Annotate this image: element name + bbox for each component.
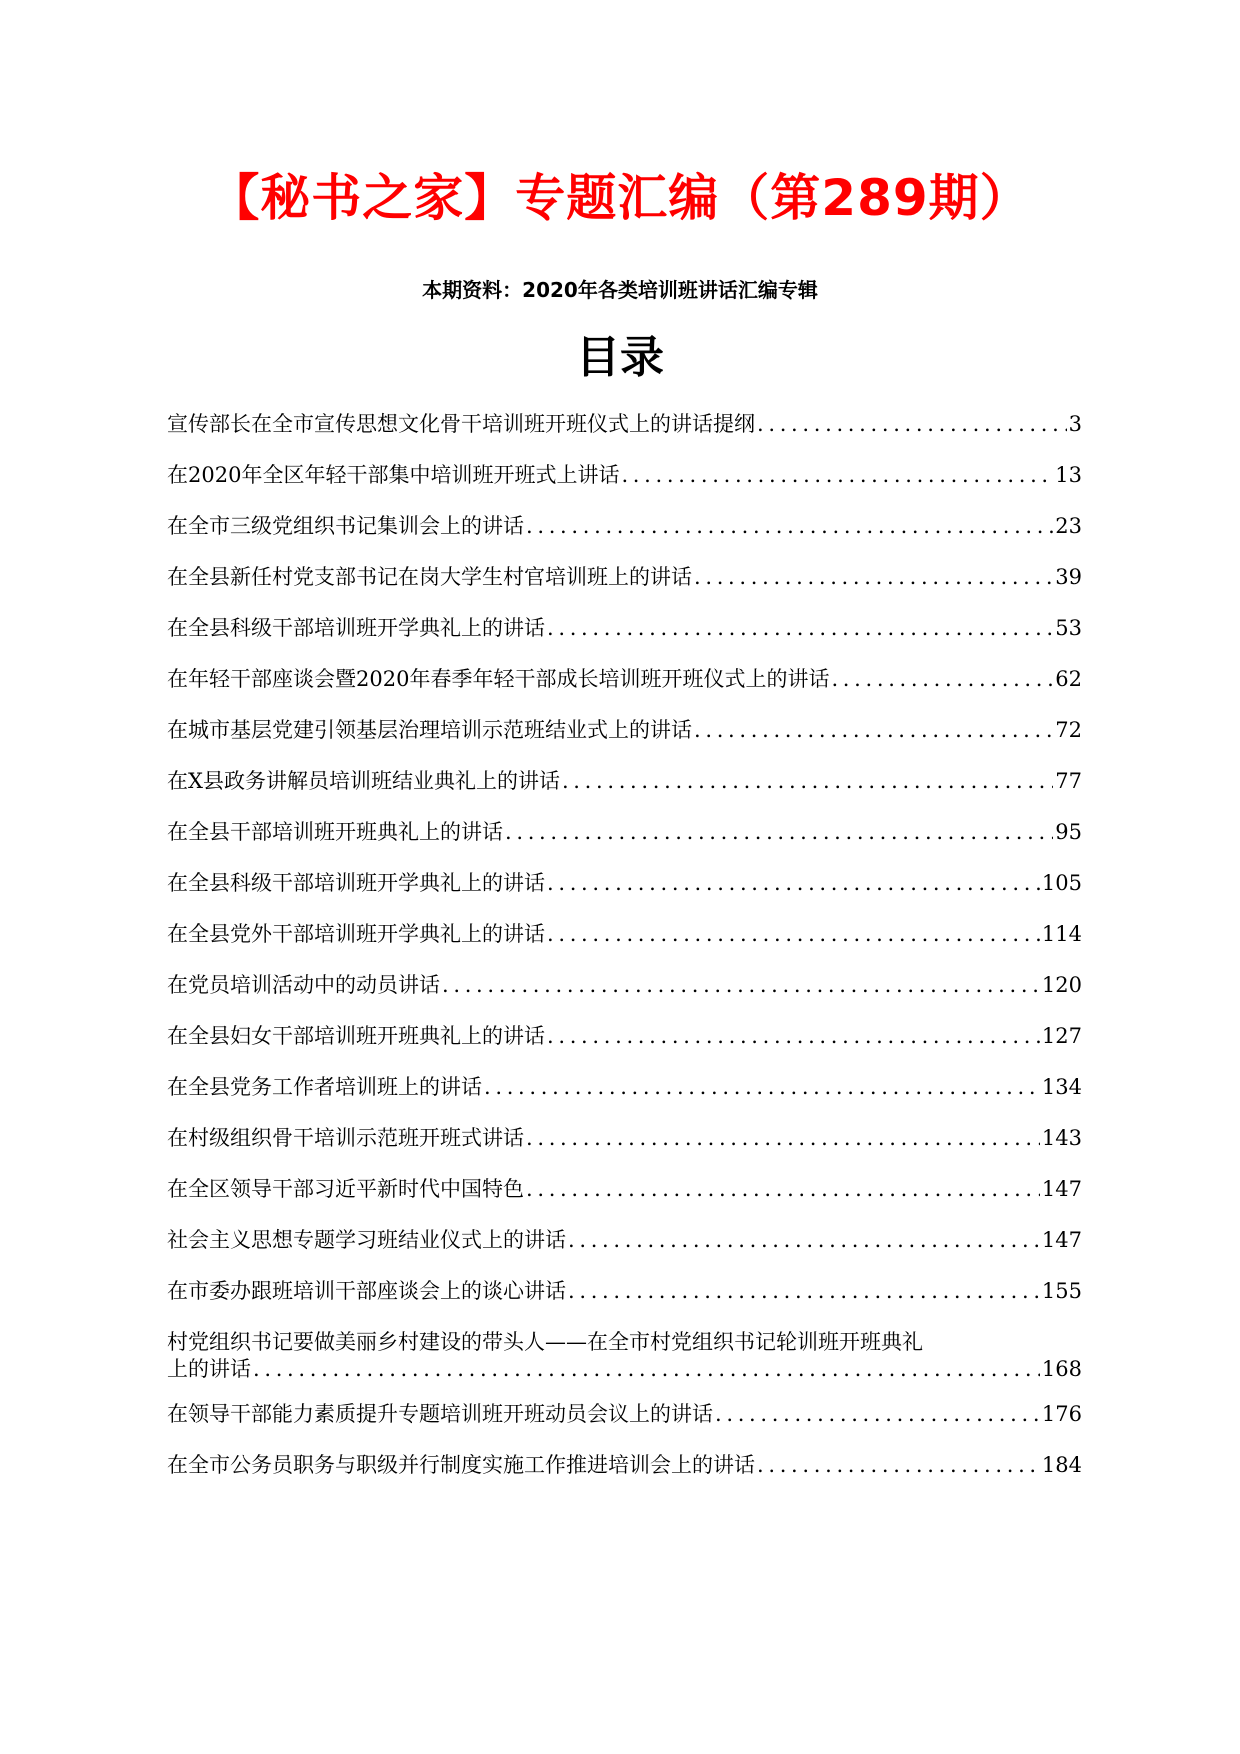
toc-entry[interactable] <box>167 1401 1082 1428</box>
toc-entry[interactable] <box>167 1074 1082 1101</box>
document-subtitle: 本期资料：2020年各类培训班讲话汇编专辑 <box>422 278 818 302</box>
toc-entry-page: 120 <box>1041 973 1082 997</box>
toc-entry-title: 宣传部长在全市宣传思想文化骨干培训班开班仪式上的讲话提纲 <box>167 412 755 436</box>
toc-leader-dots <box>562 768 1053 795</box>
toc-entry-page: 155 <box>1041 1279 1082 1303</box>
toc-entry-title: 在全县党外干部培训班开学典礼上的讲话 <box>167 922 545 946</box>
toc-entry-title-line1: 村党组织书记要做美丽乡村建设的带头人——在全市村党组织书记轮训班开班典礼 <box>167 1330 923 1354</box>
toc-entry-title: 在全县党务工作者培训班上的讲话 <box>167 1075 482 1099</box>
toc-entry-page: 143 <box>1041 1126 1082 1150</box>
toc-entry[interactable] <box>167 819 1082 846</box>
toc-entry[interactable] <box>167 615 1082 642</box>
toc-entry-page: 62 <box>1055 667 1082 691</box>
toc-entry-line2 <box>167 1356 1082 1383</box>
toc-entry-title: 在村级组织骨干培训示范班开班式讲话 <box>167 1126 524 1150</box>
toc-entry-wrapped[interactable] <box>167 1329 1082 1383</box>
toc-entry-title: 社会主义思想专题学习班结业仪式上的讲话 <box>167 1228 566 1252</box>
toc-entry-title: 在2020年全区年轻干部集中培训班开班式上讲话 <box>167 463 620 487</box>
toc-entry[interactable] <box>167 921 1082 948</box>
toc-entry-page: 3 <box>1068 412 1082 436</box>
toc-entry-title: 在全市三级党组织书记集训会上的讲话 <box>167 514 524 538</box>
toc-entry-title: 在城市基层党建引领基层治理培训示范班结业式上的讲话 <box>167 718 692 742</box>
toc-entry[interactable] <box>167 462 1082 489</box>
toc-entry[interactable] <box>167 513 1082 540</box>
toc-entry-page: 13 <box>1055 463 1082 487</box>
toc-leader-dots <box>526 1176 1040 1203</box>
toc-entry-page: 53 <box>1055 616 1082 640</box>
toc-entry[interactable] <box>167 1023 1082 1050</box>
toc-leader-dots <box>484 1074 1040 1101</box>
toc-leader-dots <box>442 972 1040 999</box>
toc-entry-page: 72 <box>1055 718 1082 742</box>
toc-entry-page: 77 <box>1055 769 1082 793</box>
toc-entry-title: 在全县新任村党支部书记在岗大学生村官培训班上的讲话 <box>167 565 692 589</box>
toc-leader-dots <box>253 1356 1040 1383</box>
toc-entry-title-line2: 上的讲话 <box>167 1357 251 1381</box>
toc-entry[interactable] <box>167 870 1082 897</box>
toc-entry-page: 39 <box>1055 565 1082 589</box>
toc-leader-dots <box>547 921 1040 948</box>
toc-entry[interactable] <box>167 1278 1082 1305</box>
toc-entry-title: 在全县科级干部培训班开学典礼上的讲话 <box>167 616 545 640</box>
toc-leader-dots <box>694 564 1053 591</box>
toc-entry[interactable] <box>167 1176 1082 1203</box>
toc-entry[interactable] <box>167 1452 1082 1479</box>
toc-entry-title: 在党员培训活动中的动员讲话 <box>167 973 440 997</box>
toc-entry-page: 105 <box>1041 871 1082 895</box>
toc-entry-page: 176 <box>1041 1402 1082 1426</box>
toc-entry[interactable] <box>167 1227 1082 1254</box>
toc-leader-dots <box>757 411 1067 438</box>
toc-entry[interactable] <box>167 666 1082 693</box>
toc-entry-page: 134 <box>1041 1075 1082 1099</box>
toc-leader-dots <box>505 819 1053 846</box>
toc-entry-page: 114 <box>1041 922 1082 946</box>
toc-leader-dots <box>568 1278 1040 1305</box>
toc-entry[interactable] <box>167 717 1082 744</box>
toc-leader-dots <box>715 1401 1040 1428</box>
toc-entry-title: 在全区领导干部习近平新时代中国特色 <box>167 1177 524 1201</box>
toc-leader-dots <box>694 717 1053 744</box>
toc-entry-page: 147 <box>1041 1177 1082 1201</box>
toc-leader-dots <box>831 666 1053 693</box>
toc-leader-dots <box>526 1125 1040 1152</box>
toc-heading: 目录 <box>576 332 664 383</box>
toc-entry-title: 在市委办跟班培训干部座谈会上的谈心讲话 <box>167 1279 566 1303</box>
toc-leader-dots <box>757 1452 1040 1479</box>
toc-entry-title: 在全县科级干部培训班开学典礼上的讲话 <box>167 871 545 895</box>
toc-entry-page: 168 <box>1041 1357 1082 1381</box>
toc-entry-title: 在年轻干部座谈会暨2020年春季年轻干部成长培训班开班仪式上的讲话 <box>167 667 830 691</box>
toc-entry-title: 在全县妇女干部培训班开班典礼上的讲话 <box>167 1024 545 1048</box>
toc-leader-dots <box>547 870 1040 897</box>
table-of-contents <box>167 411 1082 1503</box>
toc-entry[interactable] <box>167 972 1082 999</box>
toc-entry-title: 在全市公务员职务与职级并行制度实施工作推进培训会上的讲话 <box>167 1453 755 1477</box>
toc-leader-dots <box>526 513 1053 540</box>
toc-entry[interactable] <box>167 1125 1082 1152</box>
toc-entry-page: 95 <box>1055 820 1082 844</box>
toc-entry-page: 127 <box>1041 1024 1082 1048</box>
toc-leader-dots <box>568 1227 1040 1254</box>
toc-entry-page: 147 <box>1041 1228 1082 1252</box>
toc-entry-title: 在领导干部能力素质提升专题培训班开班动员会议上的讲话 <box>167 1402 713 1426</box>
document-title: 【秘书之家】专题汇编（第289期） <box>209 169 1031 227</box>
toc-entry-page: 23 <box>1055 514 1082 538</box>
toc-entry[interactable] <box>167 768 1082 795</box>
toc-entry-page: 184 <box>1041 1453 1082 1477</box>
toc-leader-dots <box>547 615 1053 642</box>
toc-entry[interactable] <box>167 564 1082 591</box>
toc-leader-dots <box>621 462 1053 489</box>
toc-entry[interactable] <box>167 411 1082 438</box>
toc-leader-dots <box>547 1023 1040 1050</box>
toc-entry-title: 在全县干部培训班开班典礼上的讲话 <box>167 820 503 844</box>
toc-entry-title: 在X县政务讲解员培训班结业典礼上的讲话 <box>167 769 560 793</box>
